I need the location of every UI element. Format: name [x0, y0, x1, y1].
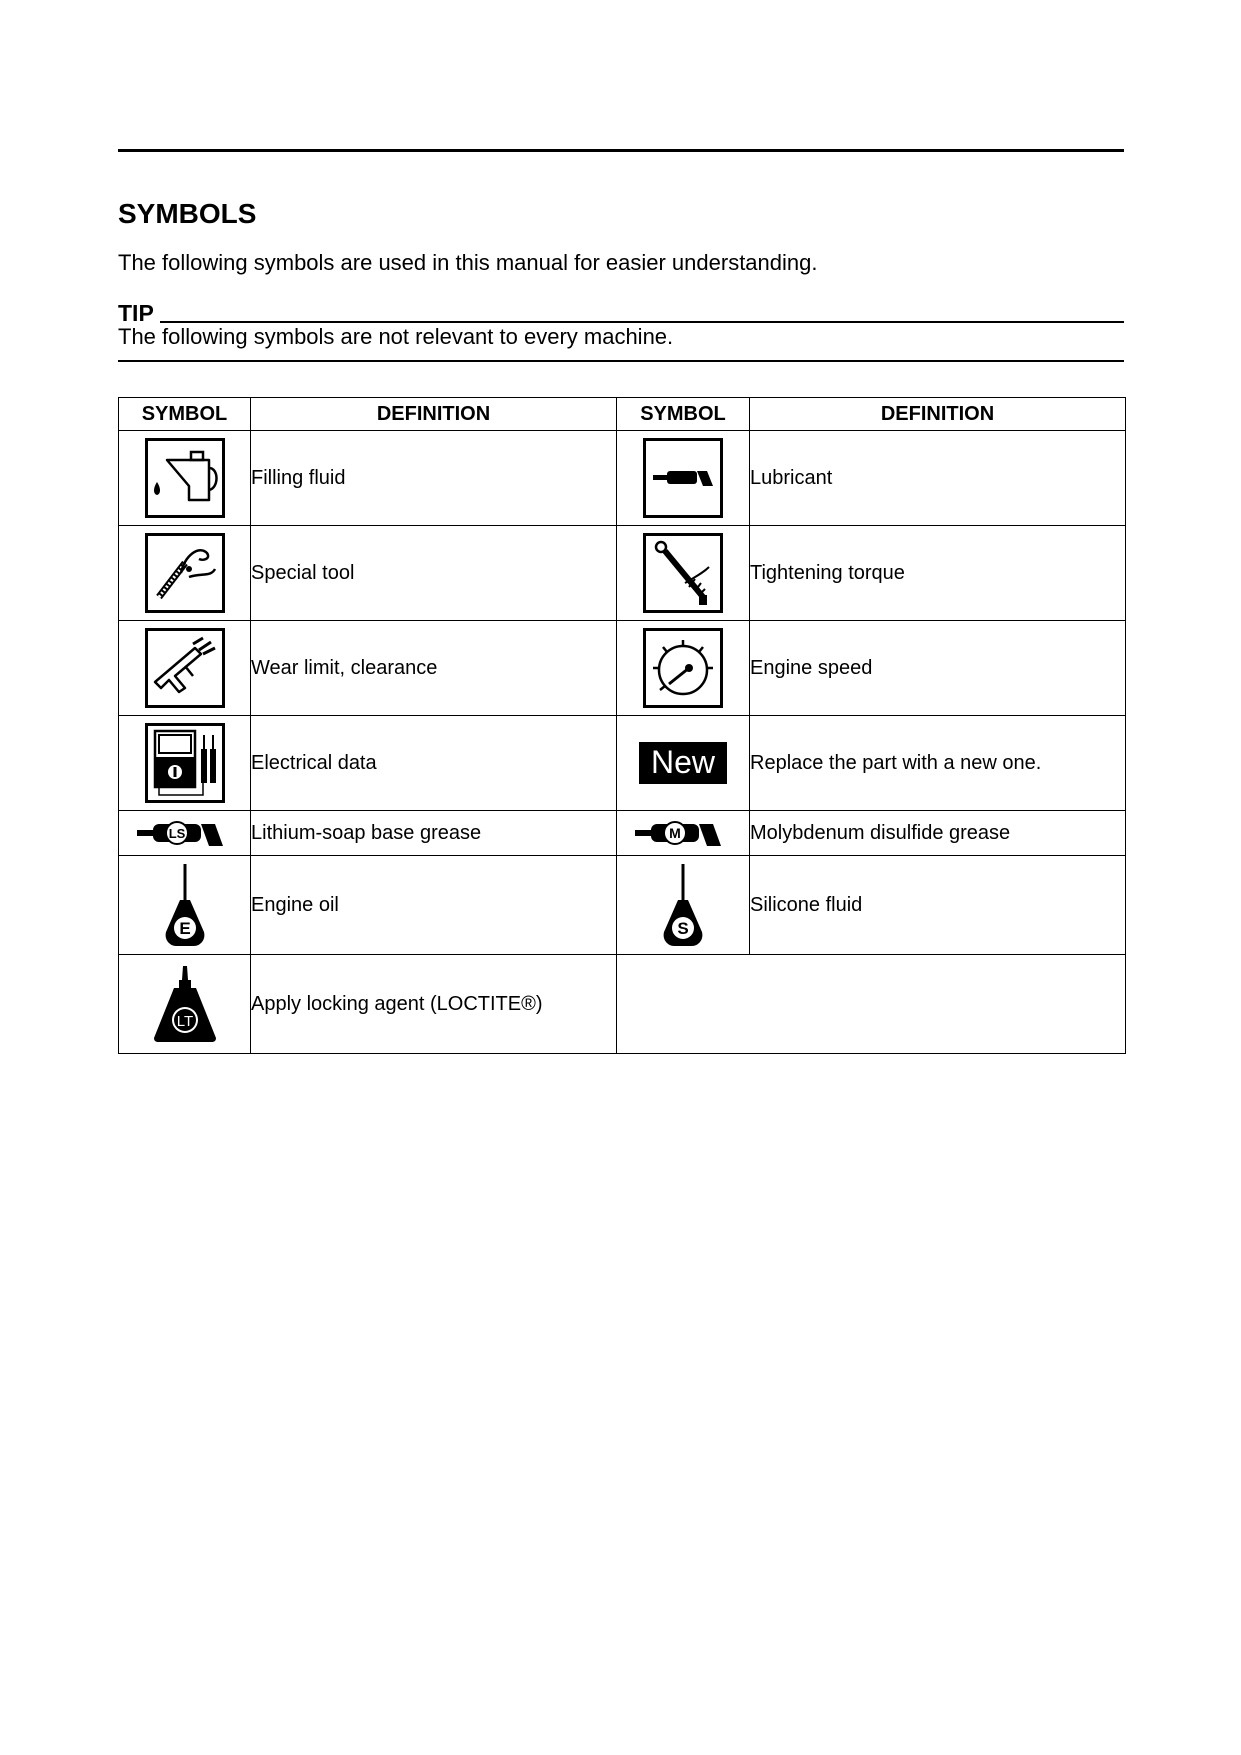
- grease-badge-m: M: [669, 825, 681, 841]
- intro-text: The following symbols are used in this manual for easier understanding.: [118, 250, 818, 275]
- header-symbol: SYMBOL: [119, 398, 251, 431]
- new-badge: New: [639, 742, 727, 784]
- oil-badge-e: E: [178, 919, 191, 938]
- symbol-cell: [119, 856, 251, 955]
- definition-cell: Filling fluid: [251, 431, 617, 526]
- symbol-cell: [617, 716, 750, 811]
- symbol-cell: [119, 621, 251, 716]
- table-header-row: [119, 398, 1126, 431]
- empty-cell: [617, 955, 1126, 1054]
- symbol-cell: [617, 526, 750, 621]
- symbol-cell: [119, 811, 251, 856]
- table-row: [119, 811, 1126, 856]
- tip-text: The following symbols are not relevant to every machine.: [118, 324, 674, 349]
- symbol-cell: [119, 955, 251, 1054]
- definition-cell: Tightening torque: [750, 526, 1126, 621]
- table-row: [119, 955, 1126, 1054]
- symbol-cell: [617, 856, 750, 955]
- oil-badge-s: S: [677, 919, 689, 938]
- definition-cell: Engine speed: [750, 621, 1126, 716]
- header-symbol: SYMBOL: [617, 398, 750, 431]
- tip-label: TIP: [118, 300, 154, 326]
- symbol-cell: [119, 716, 251, 811]
- definition-cell: Engine oil: [251, 856, 617, 955]
- top-rule: [118, 149, 1124, 152]
- definition-cell: Electrical data: [251, 716, 617, 811]
- caliper-icon: [145, 628, 225, 708]
- table-row: [119, 716, 1126, 811]
- tachometer-icon: [643, 628, 723, 708]
- grease-gun-icon: [633, 818, 733, 848]
- definition-cell: Replace the part with a new one.: [750, 716, 1126, 811]
- loctite-badge: LT: [176, 1013, 193, 1030]
- tightening-torque-icon: [643, 533, 723, 613]
- table-row: [119, 621, 1126, 716]
- multimeter-icon: [145, 723, 225, 803]
- page-title: SYMBOLS: [118, 198, 257, 229]
- symbol-cell: [617, 811, 750, 856]
- definition-cell: Molybdenum disulfide grease: [750, 811, 1126, 856]
- symbol-cell: [119, 526, 251, 621]
- table-row: [119, 431, 1126, 526]
- filling-fluid-icon: [145, 438, 225, 518]
- symbols-table: [118, 397, 1126, 1054]
- tip-line: [160, 321, 1124, 323]
- header-definition: DEFINITION: [251, 398, 617, 431]
- definition-cell: Special tool: [251, 526, 617, 621]
- definition-cell: Silicone fluid: [750, 856, 1126, 955]
- definition-cell: Wear limit, clearance: [251, 621, 617, 716]
- definition-cell: Lubricant: [750, 431, 1126, 526]
- lubricant-icon: [643, 438, 723, 518]
- special-tool-icon: [145, 533, 225, 613]
- definition-cell: Lithium-soap base grease: [251, 811, 617, 856]
- symbol-cell: [617, 621, 750, 716]
- grease-gun-icon: [135, 818, 235, 848]
- locking-agent-bottle-icon: [150, 964, 220, 1044]
- header-definition: DEFINITION: [750, 398, 1126, 431]
- oil-can-icon: [658, 862, 708, 948]
- oil-can-icon: [160, 862, 210, 948]
- tip-header: [118, 298, 1124, 326]
- table-row: [119, 526, 1126, 621]
- grease-badge-ls: LS: [168, 826, 185, 841]
- tip-rule: [118, 360, 1124, 362]
- symbol-cell: [119, 431, 251, 526]
- table-row: [119, 856, 1126, 955]
- definition-cell: Apply locking agent (LOCTITE®): [251, 955, 617, 1054]
- symbol-cell: [617, 431, 750, 526]
